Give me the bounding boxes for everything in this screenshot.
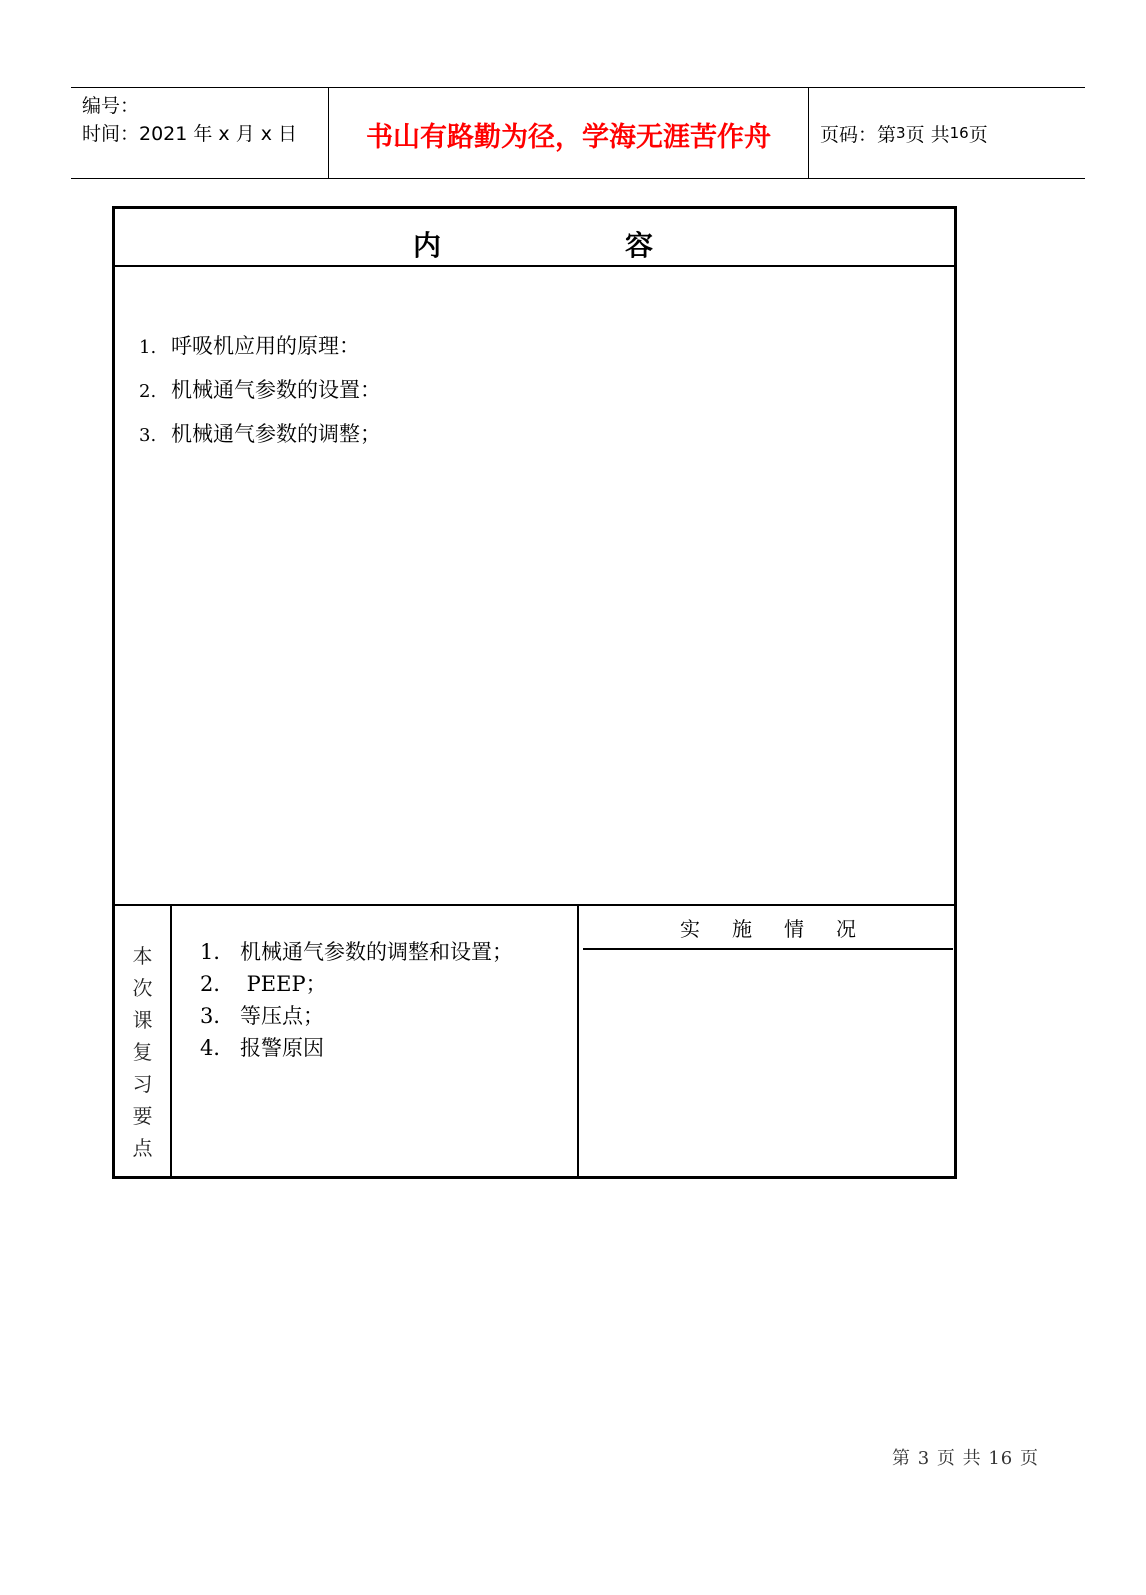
item-number: 2． xyxy=(200,972,235,996)
item-text: 机械通气参数的调整； xyxy=(171,422,381,446)
item-text: 机械通气参数的设置： xyxy=(171,378,381,402)
review-section xyxy=(115,904,954,1176)
list-item xyxy=(200,1032,513,1064)
header-meta xyxy=(71,88,329,178)
implementation-title-char: 况 xyxy=(836,916,856,941)
list-item xyxy=(200,968,513,1000)
item-text: 机械通气参数的调整和设置； xyxy=(240,940,513,964)
content-title-char-1: 内 xyxy=(413,229,442,262)
implementation-panel xyxy=(577,906,954,1178)
page-current: 3 xyxy=(896,124,906,142)
header-page-number xyxy=(809,88,1085,178)
page-header xyxy=(71,87,1085,179)
list-item xyxy=(200,1000,513,1032)
list-item xyxy=(139,412,381,456)
content-table xyxy=(112,206,957,1179)
side-label-char: 习 xyxy=(132,1072,153,1096)
content-list xyxy=(139,324,381,456)
page-suffix: 页 xyxy=(968,123,988,146)
serial-label: 编号： xyxy=(82,95,140,117)
item-text: PEEP； xyxy=(240,972,327,996)
page-middle: 页 共 xyxy=(905,123,950,146)
item-number: 1. xyxy=(139,337,157,358)
side-label-char: 复 xyxy=(132,1040,153,1064)
item-text: 呼吸机应用的原理： xyxy=(171,334,360,358)
implementation-title xyxy=(583,906,953,950)
content-title-char-2: 容 xyxy=(625,229,654,262)
item-number: 3． xyxy=(200,1004,235,1028)
implementation-title-char: 施 xyxy=(732,916,752,941)
side-label-char: 要 xyxy=(132,1104,153,1128)
side-label-char: 本 xyxy=(132,944,153,968)
time-label: 时间：2021 年 x 月 x 日 xyxy=(82,123,298,145)
content-title xyxy=(115,209,954,267)
side-label-char: 次 xyxy=(132,976,153,1000)
item-text: 报警原因 xyxy=(240,1036,324,1060)
page-footer: 第 3 页 共 16 页 xyxy=(892,1448,1039,1469)
page-total: 16 xyxy=(949,124,969,142)
list-item xyxy=(139,324,381,368)
review-side-label xyxy=(115,906,172,1176)
item-number: 1． xyxy=(200,940,235,964)
item-number: 4． xyxy=(200,1036,235,1060)
list-item xyxy=(200,936,513,968)
implementation-title-char: 情 xyxy=(784,916,804,941)
item-number: 2. xyxy=(139,381,157,402)
list-item xyxy=(139,368,381,412)
review-points-list xyxy=(200,936,513,1064)
item-number: 3. xyxy=(139,425,157,446)
side-label-char: 点 xyxy=(132,1136,153,1160)
header-motto: 书山有路勤为径，学海无涯苦作舟 xyxy=(329,88,809,178)
side-label-char: 课 xyxy=(132,1008,153,1032)
implementation-title-char: 实 xyxy=(680,916,700,941)
item-text: 等压点； xyxy=(240,1004,324,1028)
page-prefix: 页码：第 xyxy=(820,123,897,146)
